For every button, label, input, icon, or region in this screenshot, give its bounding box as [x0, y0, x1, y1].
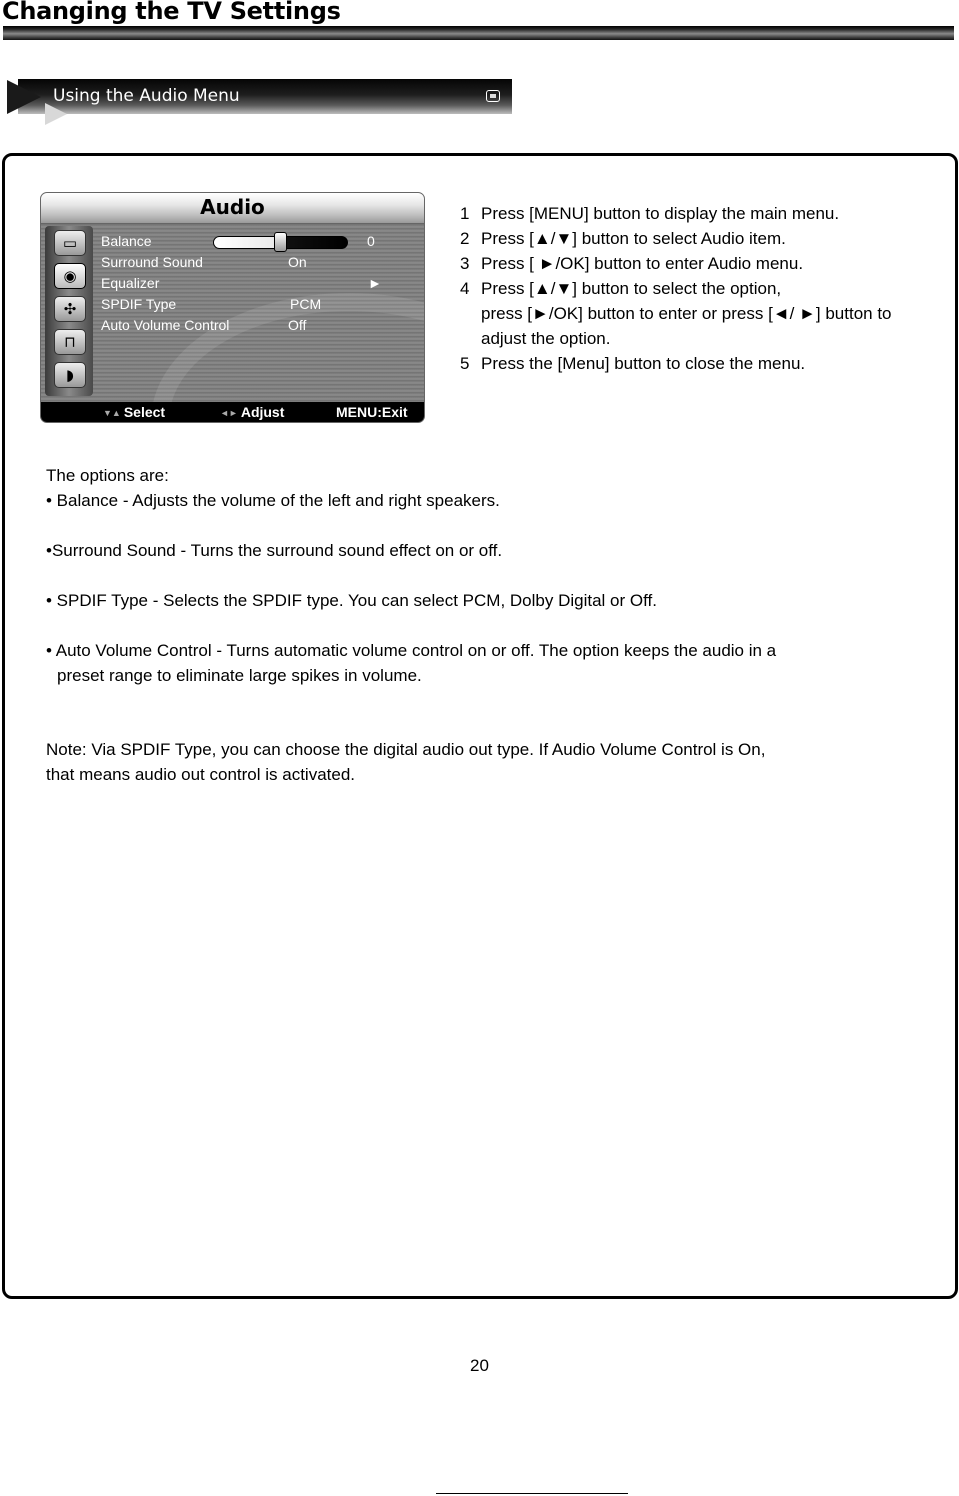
dish-icon: ◗ — [54, 362, 86, 388]
tv-icon: ▭ — [54, 230, 86, 256]
osd-hint-exit: MENU:Exit — [336, 404, 408, 420]
osd-audio-menu — [40, 192, 425, 423]
lock-icon: ⊓ — [54, 329, 86, 355]
options-intro: The options are: — [46, 466, 169, 485]
osd-item-surround: Surround Sound — [101, 254, 203, 270]
option-spdif: • SPDIF Type - Selects the SPDIF type. You can select PCM, Dolby Digital or Off. — [46, 591, 657, 610]
speaker-icon: ◉ — [54, 263, 86, 289]
step-4: 4 Press [▲/▼] button to select the option, press [►/OK] button to enter or press [◄/ ►] button to adjust the option. — [460, 279, 892, 348]
osd-item-spdif: SPDIF Type — [101, 296, 177, 312]
osd-header — [41, 193, 424, 224]
section-title: Using the Audio Menu — [53, 86, 240, 106]
note-line-1: Note: Via SPDIF Type, you can choose the digital audio out type. If Audio Volume Control is On, — [46, 740, 766, 759]
osd-value-spdif: PCM — [290, 296, 322, 312]
option-avc-continued: preset range to eliminate large spikes in volume. — [57, 666, 422, 685]
option-avc: • Auto Volume Control - Turns automatic volume control on or off. The option keeps the audio in a — [46, 641, 777, 660]
osd-value-avc: Off — [288, 317, 307, 333]
balance-slider-knob — [274, 232, 287, 252]
up-down-arrows-icon: ▼▲ — [103, 408, 121, 418]
page-number: 20 — [470, 1356, 489, 1375]
left-right-arrows-icon: ◄► — [220, 408, 238, 418]
osd-value-balance: 0 — [367, 233, 375, 249]
section-banner — [10, 79, 512, 114]
osd-hint-adjust: ◄► Adjust — [220, 404, 285, 420]
osd-footer — [41, 402, 424, 422]
options-list — [46, 463, 926, 688]
osd-value-surround: On — [288, 254, 307, 270]
chevron-right-icon: ► — [368, 275, 382, 291]
title-rule — [3, 26, 954, 40]
step-3: 3 Press [ ►/OK] button to enter Audio menu. — [460, 254, 804, 273]
step-1: 1 Press [MENU] button to display the main menu. — [460, 204, 840, 223]
page-title: Changing the TV Settings — [2, 0, 341, 25]
osd-item-equalizer: Equalizer — [101, 275, 160, 291]
option-balance: • Balance - Adjusts the volume of the left and right speakers. — [46, 491, 500, 510]
chevron-right-icon — [7, 80, 41, 114]
osd-item-avc: Auto Volume Control — [101, 317, 230, 333]
note — [46, 737, 765, 787]
step-5: 5 Press the [Menu] button to close the menu. — [460, 354, 806, 373]
osd-item-balance: Balance — [101, 233, 152, 249]
footer-rule — [436, 1493, 628, 1494]
satellite-icon: ✣ — [54, 296, 86, 322]
osd-hint-select: ▼▲ Select — [103, 404, 166, 420]
note-line-2: that means audio out control is activated. — [46, 765, 356, 784]
osd-sidebar — [45, 226, 93, 396]
step-2: 2 Press [▲/▼] button to select Audio item. — [460, 229, 786, 248]
button-icon — [486, 90, 500, 102]
option-surround: •Surround Sound - Turns the surround sound effect on or off. — [46, 541, 503, 560]
osd-title: Audio — [200, 195, 265, 219]
instruction-steps — [460, 201, 950, 376]
